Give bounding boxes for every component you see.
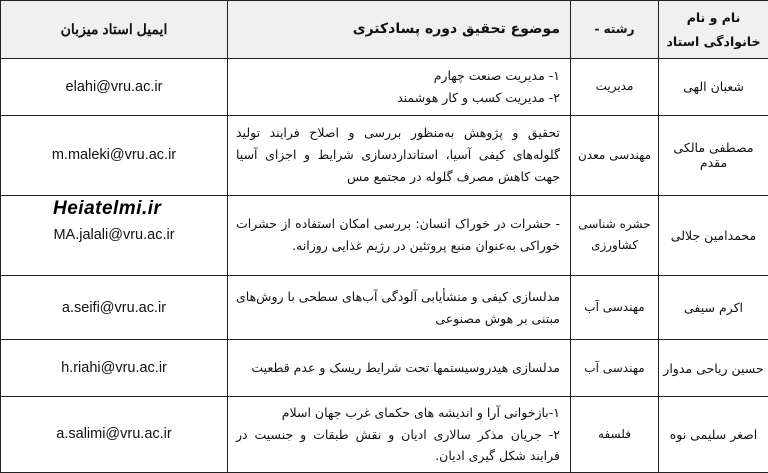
topic-line: - حشرات در خوراک انسان: بررسی امکان استفاده از حشرات خوراکی به‌عنوان منبع پروتئین در رژیم غذایی روزانه. xyxy=(236,216,560,254)
header-topic: موضوع تحقیق دوره پسادکتری xyxy=(228,1,571,59)
table-header-row xyxy=(1,1,768,59)
professor-name: مصطفی مالکی مقدم xyxy=(659,115,768,195)
table-row xyxy=(1,59,768,116)
table-row xyxy=(1,195,768,275)
topic-line: مدلسازی هیدروسیستمها تحت شرایط ریسک و عدم قطعیت xyxy=(251,360,560,376)
research-topic xyxy=(228,396,571,472)
topic-line: تحقیق و پژوهش به‌منظور بررسی و اصلاح فرایند تولید گلوله‌های کیفی آسیا، استانداردسازی شرایط و اجزای آسیا جهت کاهش مصرف گلوله در مجتمع مس xyxy=(236,125,560,184)
professor-name: محمدامین جلالی xyxy=(659,195,768,275)
topic-line: ۲- جریان مذکر سالاری ادیان و نقش طبقات و جنسیت در فرایند شکل گیری ادیان. xyxy=(236,426,560,464)
watermark-logo: Heiatelmi.ir xyxy=(53,197,162,219)
host-email: a.salimi@vru.ac.ir xyxy=(1,396,228,472)
professor-name: اکرم سیفی xyxy=(659,275,768,340)
research-topic xyxy=(228,195,571,275)
header-field: رشته - xyxy=(571,1,659,59)
research-topic xyxy=(228,115,571,195)
topic-line: مدلسازی کیفی و منشأیابی آلودگی آب‌های سطحی با روش‌های مبتنی بر هوش مصنوعی xyxy=(236,288,560,326)
table-row xyxy=(1,275,768,340)
research-topic xyxy=(228,59,571,116)
research-topic xyxy=(228,340,571,397)
host-email-cell xyxy=(1,195,228,275)
table-row xyxy=(1,396,768,472)
host-email: h.riahi@vru.ac.ir xyxy=(1,340,228,397)
field-of-study: فلسفه xyxy=(571,396,659,472)
field-of-study: مدیریت xyxy=(571,59,659,116)
table-row xyxy=(1,340,768,397)
professor-name: شعبان الهی xyxy=(659,59,768,116)
professor-name: حسین ریاحی مدوار xyxy=(659,340,768,397)
topic-line: ۱-بازخوانی آرا و اندیشه های حکمای غرب جهان اسلام xyxy=(281,404,560,420)
table-row xyxy=(1,115,768,195)
field-of-study: مهندسی آب xyxy=(571,275,659,340)
topic-line: ۱- مدیریت صنعت چهارم xyxy=(433,67,560,83)
field-of-study: مهندسی آب xyxy=(571,340,659,397)
host-email: elahi@vru.ac.ir xyxy=(1,59,228,116)
professor-name: اصغر سلیمی نوه xyxy=(659,396,768,472)
field-of-study: حشره شناسی کشاورزی xyxy=(571,195,659,275)
host-email: MA.jalali@vru.ac.ir xyxy=(53,227,175,244)
host-email: a.seifi@vru.ac.ir xyxy=(1,275,228,340)
header-name: نام و نام خانوادگی استاد xyxy=(659,1,768,59)
research-topic xyxy=(228,275,571,340)
header-email: ایمیل استاد میزبان xyxy=(1,1,228,59)
field-of-study: مهندسی معدن xyxy=(571,115,659,195)
host-email: m.maleki@vru.ac.ir xyxy=(1,115,228,195)
topic-line: ۲- مدیریت کسب و کار هوشمند xyxy=(397,89,560,105)
